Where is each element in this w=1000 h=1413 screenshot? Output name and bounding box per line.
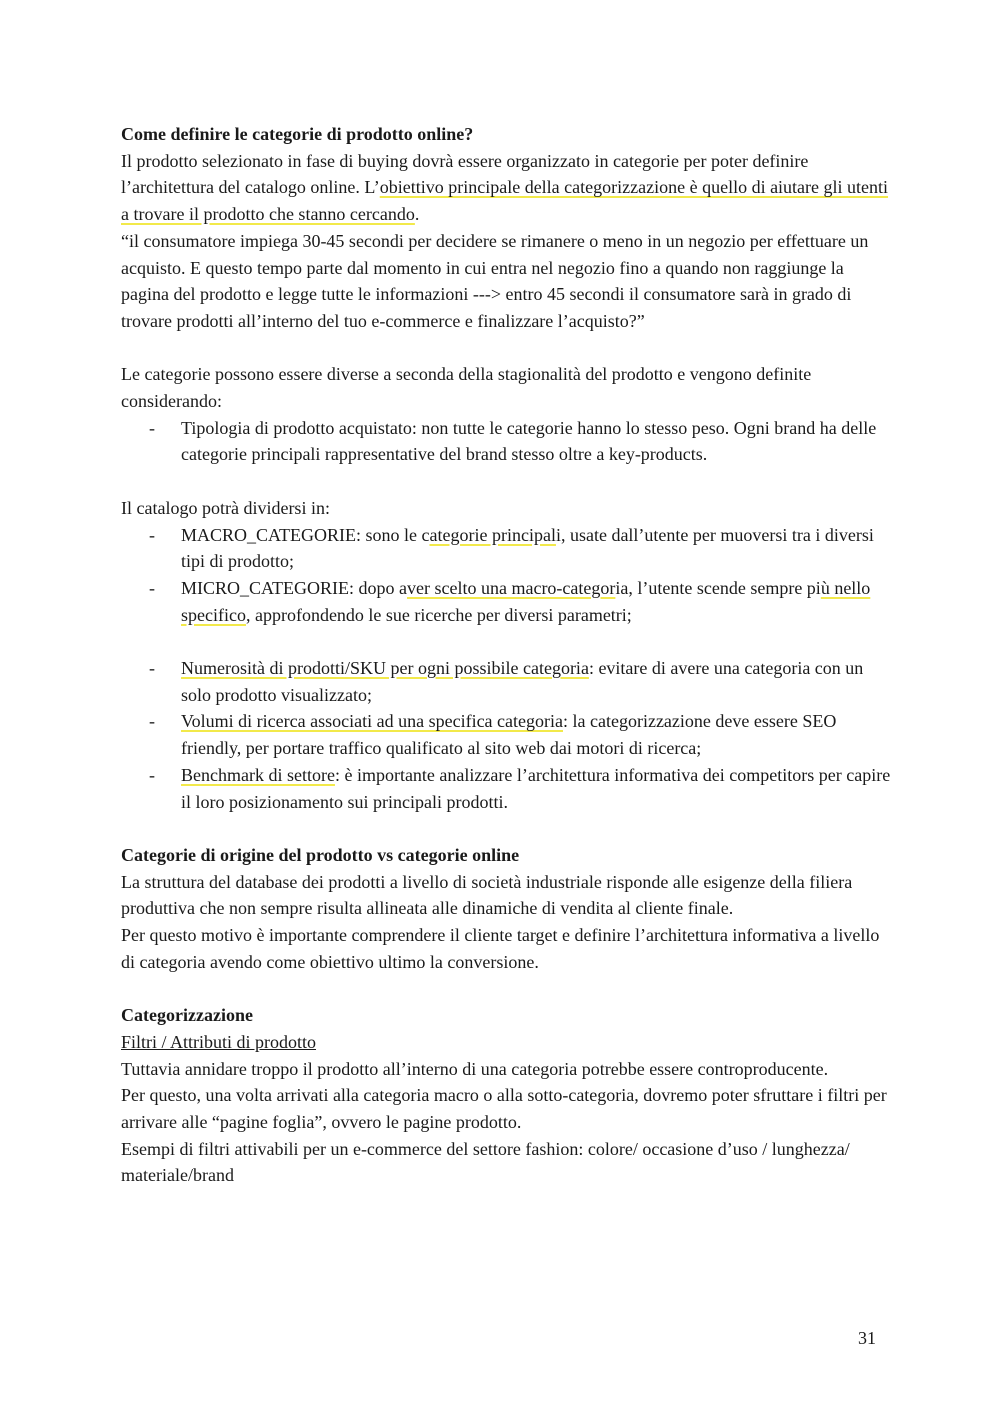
volumi-text: : la categorizzazione deve essere SEO friendly, per portare traffico qualificato al sito web dai motori di ricerca; xyxy=(181,711,837,759)
list-item-volumi xyxy=(121,708,891,761)
intro-text-a: Il prodotto selezionato in fase di buying dovrà essere organizzato in categorie per poter definire l’architettura del catalogo online. L’ xyxy=(121,150,809,198)
list-item-numerosita xyxy=(121,655,891,708)
macro-text-b: i, usate dall’utente per muoversi tra i diversi tipi di prodotto; xyxy=(181,524,874,572)
subheading-filtri: Filtri / Attributi di prodotto xyxy=(121,1031,317,1052)
section-heading-categorie-online: Come definire le categorie di prodotto online? xyxy=(121,124,474,144)
list-item-micro xyxy=(121,575,891,628)
blank-line xyxy=(121,815,891,842)
section-heading-categorie-origine: Categorie di origine del prodotto vs categorie online xyxy=(121,844,520,865)
highlighted-text: Benchmark di settore xyxy=(181,764,335,785)
highlighted-text: ù nello specifico xyxy=(181,577,871,625)
intro-text-b: . xyxy=(414,204,420,225)
highlighted-text: Numerosità di prodotti/SKU per ogni possibile categoria xyxy=(181,658,589,679)
bullet-list-tipologia xyxy=(121,415,891,468)
paragraph-catalog-intro: Il catalogo potrà dividersi in: xyxy=(121,497,330,518)
macro-text-a: MACRO_CATEGORIE: sono le c xyxy=(181,524,430,545)
blank-line xyxy=(121,335,891,362)
paragraph-motivo: Per questo motivo è importante comprendere il cliente target e definire l’architettura informativa a livello di categoria avendo come obiettivo ultimo la conversione. xyxy=(121,925,880,972)
blank-line xyxy=(121,468,891,495)
section-heading-categorizzazione: Categorizzazione xyxy=(121,1005,253,1026)
highlighted-text: ategorie principal xyxy=(429,524,556,545)
paragraph-esempi: Esempi di filtri attivabili per un e-commerce del settore fashion: colore/ occasione d’uso / lunghezza/ materiale/brand xyxy=(121,1138,850,1186)
bullet-list-catalog xyxy=(121,522,891,629)
list-item-macro xyxy=(121,522,891,575)
list-item-benchmark xyxy=(121,762,891,815)
micro-text-b: ia, l’utente scende sempre pi xyxy=(615,577,821,598)
paragraph-annidare: Tuttavia annidare troppo il prodotto all’interno di una categoria potrebbe essere controproducente. xyxy=(121,1058,829,1079)
paragraph-categories-intro: Le categorie possono essere diverse a seconda della stagionalità del prodotto e vengono definite considerando: xyxy=(121,364,812,412)
benchmark-text: : è importante analizzare l’architettura informativa dei competitors per capire il loro posizionamento sui principali prodotti. xyxy=(181,764,891,812)
list-item: - Tipologia di prodotto acquistato: non tutte le categorie hanno lo stesso peso. Ogni brand ha delle categorie principali rappresentative del brand stesso oltre a key-products. xyxy=(121,415,891,468)
paragraph-intro xyxy=(121,148,891,228)
blank-line xyxy=(121,975,891,1002)
numerosita-text: : evitare di avere una categoria con un solo prodotto visualizzato; xyxy=(181,658,864,705)
document-page xyxy=(121,121,891,1189)
paragraph-quote: “il consumatore impiega 30-45 secondi per decidere se rimanere o meno in un negozio per effettuare un acquisto. E questo tempo parte dal momento in cui entra nel negozio fino a quando non raggiunge la pagina del prodotto e legge tutte le informazioni ---> entro 45 secondi il consumatore sarà in grado di trovare prodotti all’interno del tuo e-commerce e finalizzare l’acquisto?” xyxy=(121,230,869,331)
blank-line xyxy=(121,628,891,655)
paragraph-filtri: Per questo, una volta arrivati alla categoria macro o alla sotto-categoria, dovremo poter sfruttare i filtri per arrivare alle “pagine foglia”, ovvero le pagine prodotto. xyxy=(121,1085,887,1132)
paragraph-database: La struttura del database dei prodotti a livello di società industriale risponde alle esigenze della filiera produttiva che non sempre risulta allineata alle dinamiche di vendita al cliente finale. xyxy=(121,871,853,919)
bullet-list-criteria xyxy=(121,655,891,815)
highlighted-text: obiettivo principale della categorizzazione è quello di aiutare gli utenti a trovare il prodotto che stanno cercando xyxy=(121,177,889,225)
highlighted-text: Volumi di ricerca associati ad una specifica categoria xyxy=(181,711,563,732)
highlighted-text: ver scelto una macro-categor xyxy=(407,577,616,598)
micro-text-a: MICRO_CATEGORIE: dopo a xyxy=(181,577,407,598)
page-number: 31 xyxy=(858,1328,876,1348)
micro-text-c: , approfondendo le sue ricerche per diversi parametri; xyxy=(245,604,632,625)
